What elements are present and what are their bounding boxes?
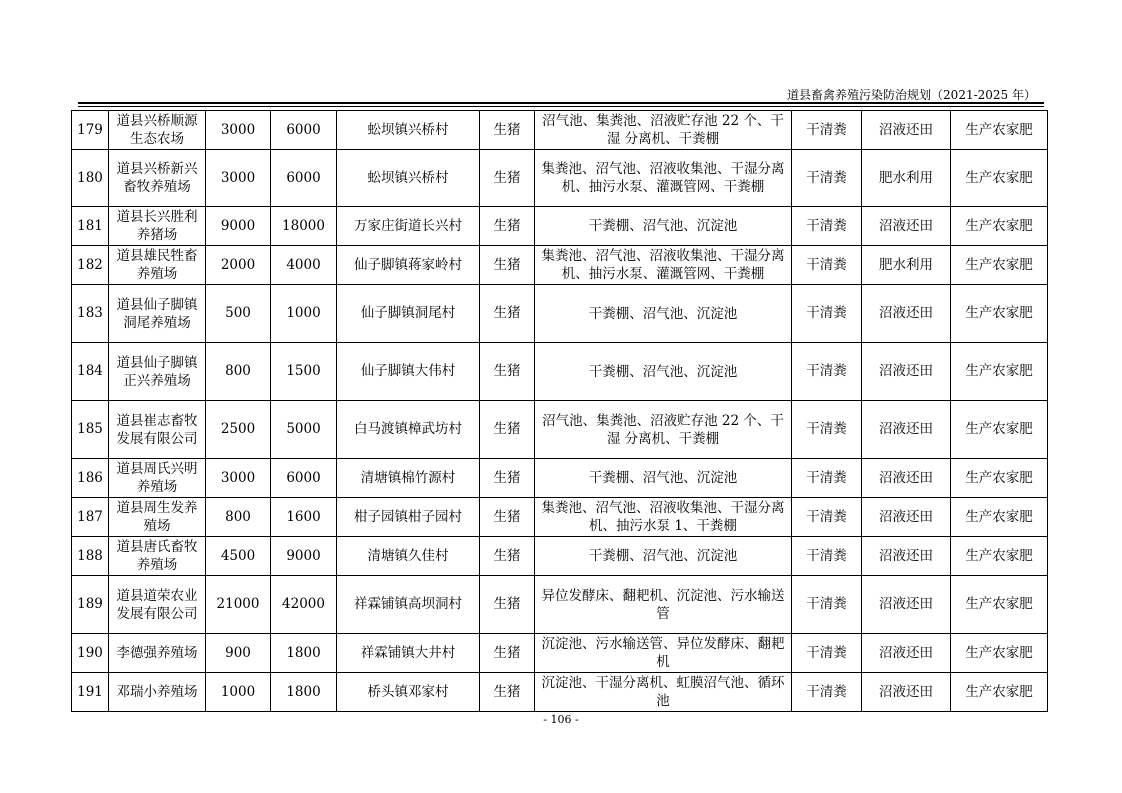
table-row <box>72 576 1048 634</box>
cell-count-b: 42000 <box>271 576 337 634</box>
table-row <box>72 246 1048 285</box>
cell-farm-name: 道县唐氏畜牧养殖场 <box>109 537 206 576</box>
cell-utilization: 沼液还田 <box>862 343 951 401</box>
cell-number: 190 <box>72 634 109 673</box>
cell-count-b: 6000 <box>271 111 337 150</box>
cell-product: 生产农家肥 <box>951 673 1048 712</box>
cell-count-a: 1000 <box>206 673 271 712</box>
cell-farm-name: 道县道荣农业发展有限公司 <box>109 576 206 634</box>
cell-farm-name: 道县雄民牲畜养殖场 <box>109 246 206 285</box>
cell-livestock-type: 生猪 <box>480 537 535 576</box>
cell-manure-method: 干清粪 <box>792 459 862 498</box>
cell-facilities: 沉淀池、干湿分离机、虹膜沼气池、循环池 <box>535 673 792 712</box>
table-row <box>72 285 1048 343</box>
cell-manure-method: 干清粪 <box>792 576 862 634</box>
cell-number: 187 <box>72 498 109 537</box>
cell-location: 仙子脚镇洞尾村 <box>337 285 480 343</box>
cell-livestock-type: 生猪 <box>480 498 535 537</box>
cell-utilization: 沼液还田 <box>862 634 951 673</box>
cell-location: 仙子脚镇蒋家岭村 <box>337 246 480 285</box>
cell-location: 祥霖铺镇高坝洞村 <box>337 576 480 634</box>
cell-location: 蚣坝镇兴桥村 <box>337 150 480 207</box>
cell-farm-name: 道县仙子脚镇正兴养殖场 <box>109 343 206 401</box>
cell-count-a: 21000 <box>206 576 271 634</box>
cell-product: 生产农家肥 <box>951 207 1048 246</box>
table-row <box>72 537 1048 576</box>
cell-livestock-type: 生猪 <box>480 401 535 459</box>
table-row <box>72 401 1048 459</box>
table-row <box>72 343 1048 401</box>
cell-utilization: 肥水利用 <box>862 150 951 207</box>
cell-facilities: 干粪棚、沼气池、沉淀池 <box>535 459 792 498</box>
cell-livestock-type: 生猪 <box>480 576 535 634</box>
cell-facilities: 集粪池、沼气池、沼液收集池、干湿分离 机、抽污水泵、灌溉管网、干粪棚 <box>535 150 792 207</box>
cell-count-b: 5000 <box>271 401 337 459</box>
table-row <box>72 673 1048 712</box>
cell-utilization: 沼液还田 <box>862 673 951 712</box>
cell-count-a: 500 <box>206 285 271 343</box>
cell-farm-name: 道县仙子脚镇洞尾养殖场 <box>109 285 206 343</box>
table-row <box>72 111 1048 150</box>
header-rule-thin <box>78 106 1044 107</box>
cell-utilization: 沼液还田 <box>862 285 951 343</box>
cell-count-b: 1800 <box>271 673 337 712</box>
cell-manure-method: 干清粪 <box>792 634 862 673</box>
cell-count-a: 3000 <box>206 459 271 498</box>
cell-manure-method: 干清粪 <box>792 285 862 343</box>
cell-livestock-type: 生猪 <box>480 634 535 673</box>
cell-location: 蚣坝镇兴桥村 <box>337 111 480 150</box>
cell-count-a: 3000 <box>206 150 271 207</box>
cell-count-b: 1500 <box>271 343 337 401</box>
cell-product: 生产农家肥 <box>951 343 1048 401</box>
cell-livestock-type: 生猪 <box>480 285 535 343</box>
cell-count-b: 6000 <box>271 459 337 498</box>
table-row <box>72 150 1048 207</box>
cell-farm-name: 道县周生发养殖场 <box>109 498 206 537</box>
cell-utilization: 沼液还田 <box>862 207 951 246</box>
cell-utilization: 沼液还田 <box>862 498 951 537</box>
cell-facilities: 干粪棚、沼气池、沉淀池 <box>535 537 792 576</box>
cell-product: 生产农家肥 <box>951 246 1048 285</box>
cell-location: 桥头镇邓家村 <box>337 673 480 712</box>
cell-count-b: 6000 <box>271 150 337 207</box>
cell-count-a: 3000 <box>206 111 271 150</box>
cell-number: 188 <box>72 537 109 576</box>
cell-farm-name: 邓瑞小养殖场 <box>109 673 206 712</box>
cell-count-b: 1000 <box>271 285 337 343</box>
cell-count-b: 1600 <box>271 498 337 537</box>
cell-manure-method: 干清粪 <box>792 246 862 285</box>
cell-product: 生产农家肥 <box>951 285 1048 343</box>
cell-product: 生产农家肥 <box>951 401 1048 459</box>
cell-livestock-type: 生猪 <box>480 207 535 246</box>
cell-product: 生产农家肥 <box>951 576 1048 634</box>
cell-livestock-type: 生猪 <box>480 246 535 285</box>
cell-number: 183 <box>72 285 109 343</box>
cell-facilities: 干粪棚、沼气池、沉淀池 <box>535 285 792 343</box>
cell-product: 生产农家肥 <box>951 459 1048 498</box>
cell-product: 生产农家肥 <box>951 150 1048 207</box>
table-row <box>72 459 1048 498</box>
cell-location: 仙子脚镇大伟村 <box>337 343 480 401</box>
cell-utilization: 沼液还田 <box>862 401 951 459</box>
table-row <box>72 498 1048 537</box>
cell-count-a: 4500 <box>206 537 271 576</box>
cell-count-a: 900 <box>206 634 271 673</box>
cell-manure-method: 干清粪 <box>792 401 862 459</box>
cell-count-a: 9000 <box>206 207 271 246</box>
cell-livestock-type: 生猪 <box>480 459 535 498</box>
cell-facilities: 沉淀池、污水输送管、异位发酵床、翻耙机 <box>535 634 792 673</box>
cell-count-a: 2000 <box>206 246 271 285</box>
cell-number: 189 <box>72 576 109 634</box>
cell-livestock-type: 生猪 <box>480 343 535 401</box>
cell-count-b: 18000 <box>271 207 337 246</box>
cell-facilities: 沼气池、集粪池、沼液贮存池 22 个、干湿 分离机、干粪棚 <box>535 401 792 459</box>
cell-farm-name: 道县兴桥顺源生态农场 <box>109 111 206 150</box>
cell-facilities: 干粪棚、沼气池、沉淀池 <box>535 207 792 246</box>
cell-farm-name: 道县周氏兴明养殖场 <box>109 459 206 498</box>
cell-count-a: 2500 <box>206 401 271 459</box>
cell-product: 生产农家肥 <box>951 111 1048 150</box>
cell-farm-name: 道县兴桥新兴畜牧养殖场 <box>109 150 206 207</box>
cell-number: 182 <box>72 246 109 285</box>
cell-manure-method: 干清粪 <box>792 498 862 537</box>
cell-facilities: 沼气池、集粪池、沼液贮存池 22 个、干湿 分离机、干粪棚 <box>535 111 792 150</box>
page-header-title: 道县畜禽养殖污染防治规划（2021-2025 年） <box>787 88 1036 102</box>
cell-livestock-type: 生猪 <box>480 673 535 712</box>
cell-count-a: 800 <box>206 498 271 537</box>
cell-utilization: 肥水利用 <box>862 246 951 285</box>
farm-table <box>71 110 1048 712</box>
cell-manure-method: 干清粪 <box>792 343 862 401</box>
cell-location: 祥霖铺镇大井村 <box>337 634 480 673</box>
cell-location: 清塘镇久佳村 <box>337 537 480 576</box>
cell-location: 柑子园镇柑子园村 <box>337 498 480 537</box>
cell-number: 191 <box>72 673 109 712</box>
cell-location: 万家庄街道长兴村 <box>337 207 480 246</box>
cell-utilization: 沼液还田 <box>862 459 951 498</box>
cell-count-b: 4000 <box>271 246 337 285</box>
cell-number: 186 <box>72 459 109 498</box>
cell-number: 185 <box>72 401 109 459</box>
cell-number: 179 <box>72 111 109 150</box>
cell-manure-method: 干清粪 <box>792 537 862 576</box>
cell-utilization: 沼液还田 <box>862 537 951 576</box>
header-rule-thick <box>78 102 1044 104</box>
cell-farm-name: 道县崔志畜牧发展有限公司 <box>109 401 206 459</box>
cell-utilization: 沼液还田 <box>862 576 951 634</box>
cell-facilities: 干粪棚、沼气池、沉淀池 <box>535 343 792 401</box>
cell-manure-method: 干清粪 <box>792 673 862 712</box>
cell-manure-method: 干清粪 <box>792 150 862 207</box>
cell-location: 清塘镇棉竹源村 <box>337 459 480 498</box>
table-row <box>72 207 1048 246</box>
cell-livestock-type: 生猪 <box>480 111 535 150</box>
cell-location: 白马渡镇樟武坊村 <box>337 401 480 459</box>
cell-livestock-type: 生猪 <box>480 150 535 207</box>
cell-facilities: 异位发酵床、翻耙机、沉淀池、污水输送管 <box>535 576 792 634</box>
cell-count-b: 9000 <box>271 537 337 576</box>
cell-farm-name: 道县长兴胜利养猪场 <box>109 207 206 246</box>
cell-count-b: 1800 <box>271 634 337 673</box>
table-row <box>72 634 1048 673</box>
cell-product: 生产农家肥 <box>951 498 1048 537</box>
cell-count-a: 800 <box>206 343 271 401</box>
cell-facilities: 集粪池、沼气池、沼液收集池、干湿分离 机、抽污水泵 1、干粪棚 <box>535 498 792 537</box>
cell-manure-method: 干清粪 <box>792 207 862 246</box>
cell-farm-name: 李德强养殖场 <box>109 634 206 673</box>
cell-product: 生产农家肥 <box>951 537 1048 576</box>
cell-number: 180 <box>72 150 109 207</box>
cell-utilization: 沼液还田 <box>862 111 951 150</box>
cell-number: 184 <box>72 343 109 401</box>
cell-manure-method: 干清粪 <box>792 111 862 150</box>
page-number: - 106 - <box>543 713 579 726</box>
cell-product: 生产农家肥 <box>951 634 1048 673</box>
cell-facilities: 集粪池、沼气池、沼液收集池、干湿分离 机、抽污水泵、灌溉管网、干粪棚 <box>535 246 792 285</box>
cell-number: 181 <box>72 207 109 246</box>
